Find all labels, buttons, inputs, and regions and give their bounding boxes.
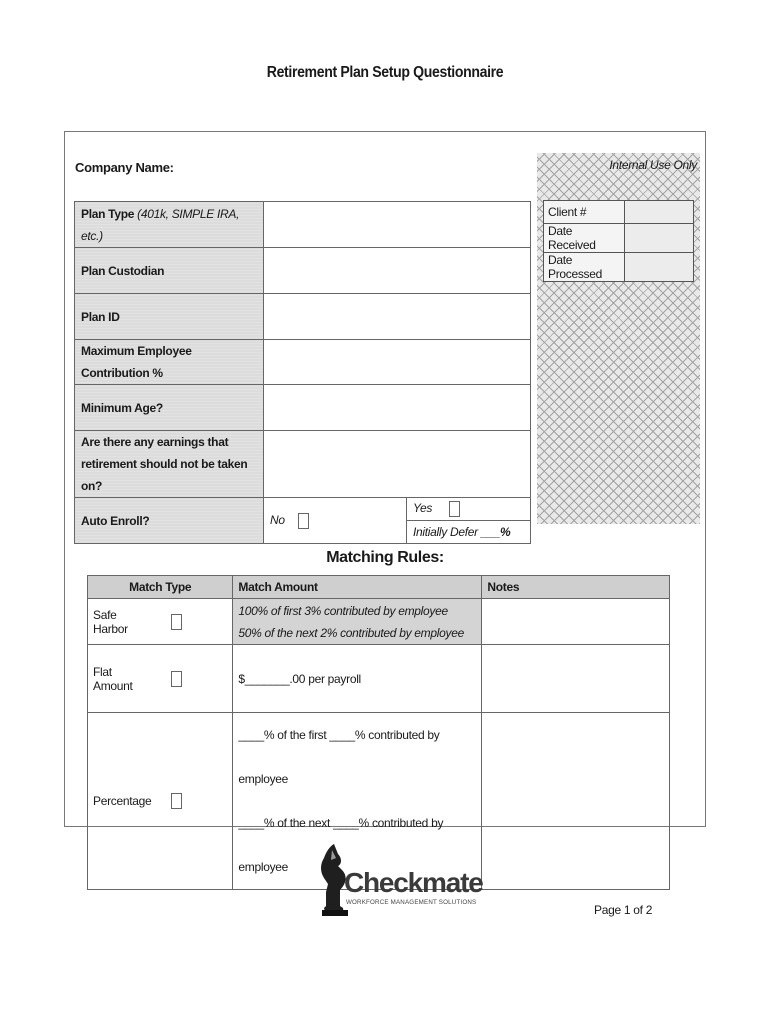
plan-custodian-label: Plan Custodian	[75, 248, 264, 294]
client-number-row	[544, 201, 694, 224]
auto-enroll-label: Auto Enroll?	[75, 498, 264, 544]
percentage-checkbox[interactable]	[171, 793, 182, 809]
percentage-line1: ____% of the first ____% contributed by employee	[238, 728, 440, 786]
excluded-earnings-field[interactable]	[264, 431, 531, 498]
internal-use-heading: Internal Use Only	[609, 158, 697, 172]
safe-harbor-label: Safe Harbor	[88, 599, 157, 645]
safe-harbor-line2: 50% of the next 2% contributed by employee	[238, 625, 464, 640]
max-contribution-label: Maximum Employee Contribution %	[75, 340, 264, 385]
plan-type-row	[75, 202, 531, 248]
percentage-line2: ____% of the next ____% contributed by employee	[238, 816, 444, 874]
document-title: Retirement Plan Setup Questionnaire	[266, 64, 504, 81]
flat-amount-checkbox[interactable]	[171, 671, 182, 687]
auto-enroll-row	[75, 498, 531, 521]
client-number-label: Client #	[544, 201, 625, 224]
notes-header: Notes	[482, 576, 670, 599]
matching-header-row	[88, 576, 670, 599]
plan-type-field[interactable]	[264, 202, 531, 248]
company-name-label: Company Name:	[75, 160, 174, 175]
initially-defer-cell	[407, 521, 531, 544]
safe-harbor-line1: 100% of first 3% contributed by employee	[238, 603, 448, 618]
flat-amount-checkbox-cell	[156, 645, 233, 713]
safe-harbor-notes[interactable]	[482, 599, 670, 645]
flat-amount-text: $_______.00 per payroll	[233, 645, 482, 713]
logo-tagline: WORKFORCE MANAGEMENT SOLUTIONS	[346, 899, 477, 906]
initially-defer-blank[interactable]: ___	[480, 525, 501, 539]
plan-custodian-row	[75, 248, 531, 294]
percentage-checkbox-cell	[156, 713, 233, 890]
plan-id-label: Plan ID	[75, 294, 264, 340]
date-processed-label: Date Processed	[544, 253, 625, 282]
safe-harbor-checkbox-cell	[156, 599, 233, 645]
date-received-field[interactable]	[625, 224, 694, 253]
percentage-notes[interactable]	[482, 713, 670, 890]
excluded-earnings-label-line1: Are there any earnings that	[81, 435, 229, 449]
auto-enroll-no-cell	[264, 498, 407, 544]
min-age-label: Minimum Age?	[75, 385, 264, 431]
min-age-row	[75, 385, 531, 431]
flat-amount-row	[88, 645, 670, 713]
date-processed-field[interactable]	[625, 253, 694, 282]
auto-enroll-yes-checkbox[interactable]	[449, 501, 460, 517]
date-received-label: Date Received	[544, 224, 625, 253]
flat-amount-notes[interactable]	[482, 645, 670, 713]
auto-enroll-yes-cell	[407, 498, 531, 521]
plan-custodian-field[interactable]	[264, 248, 531, 294]
max-contribution-row	[75, 340, 531, 385]
excluded-earnings-label-line2: retirement should not be taken on?	[81, 457, 248, 493]
safe-harbor-amount	[233, 599, 482, 645]
safe-harbor-checkbox[interactable]	[171, 614, 182, 630]
max-contribution-field[interactable]	[264, 340, 531, 385]
flat-amount-label: Flat Amount	[88, 645, 157, 713]
initially-defer-percent: %	[500, 525, 511, 539]
plan-details-table	[74, 201, 531, 544]
initially-defer-label: Initially Defer	[413, 525, 478, 539]
plan-type-label	[75, 202, 264, 248]
plan-type-hint: (401k, SIMPLE IRA, etc.)	[81, 206, 240, 243]
auto-enroll-yes-label: Yes	[413, 501, 433, 516]
min-age-field[interactable]	[264, 385, 531, 431]
date-received-row	[544, 224, 694, 253]
excluded-earnings-label	[75, 431, 264, 498]
plan-id-field[interactable]	[264, 294, 531, 340]
date-processed-row	[544, 253, 694, 282]
excluded-earnings-row	[75, 431, 531, 498]
internal-use-table	[543, 200, 694, 282]
safe-harbor-row	[88, 599, 670, 645]
checkmate-logo	[312, 838, 483, 918]
client-number-field[interactable]	[625, 201, 694, 224]
auto-enroll-no-checkbox[interactable]	[298, 513, 309, 529]
logo-wordmark: Checkmate	[344, 867, 483, 898]
auto-enroll-no-label: No	[270, 512, 285, 527]
page-number: Page 1 of 2	[594, 903, 653, 917]
match-amount-header: Match Amount	[233, 576, 482, 599]
plan-type-label-text: Plan Type	[81, 206, 135, 221]
percentage-label: Percentage	[88, 713, 157, 890]
matching-rules-heading: Matching Rules:	[326, 549, 444, 566]
match-type-header: Match Type	[88, 576, 233, 599]
plan-id-row	[75, 294, 531, 340]
